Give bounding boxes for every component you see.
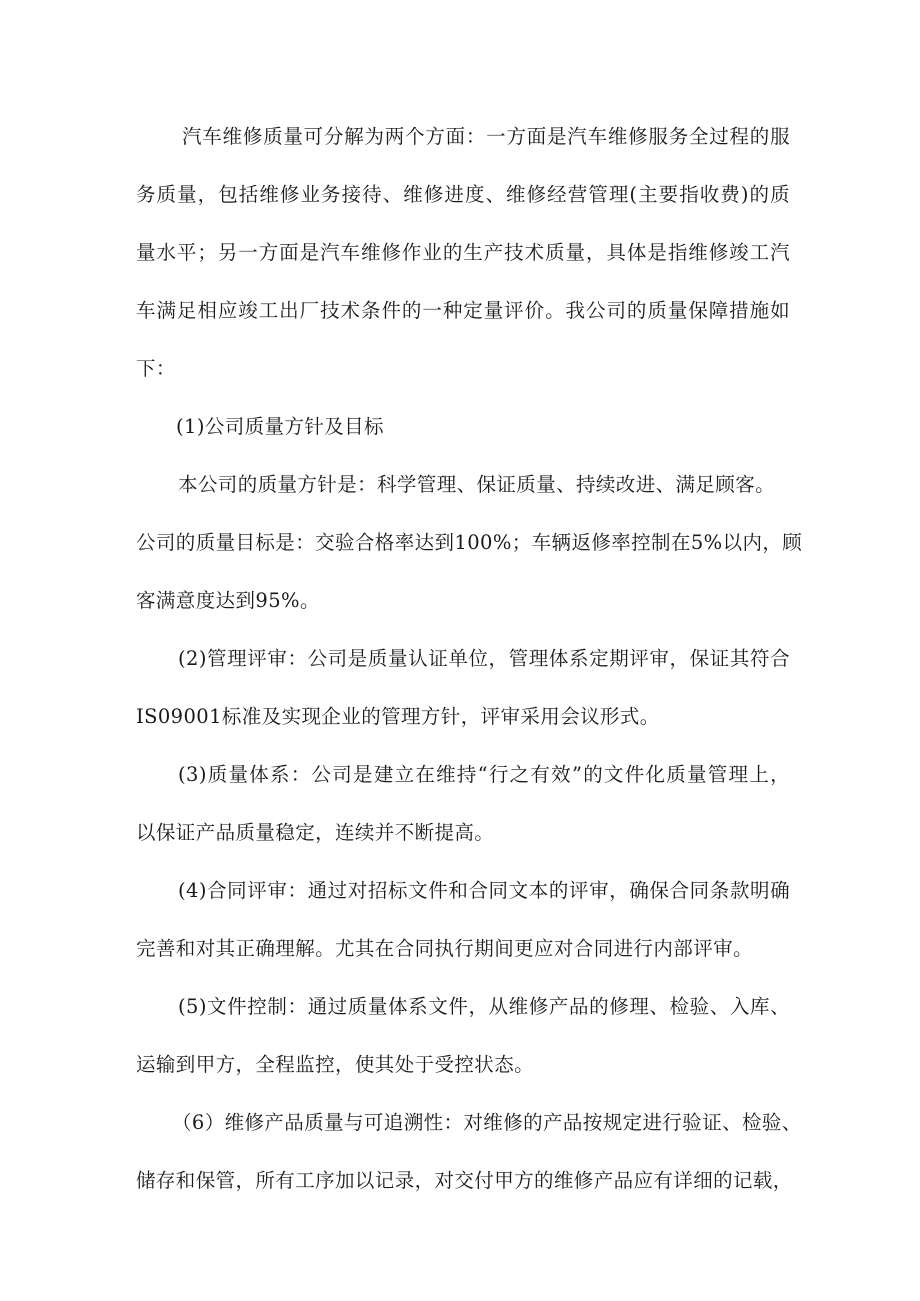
- paragraph-intro: [136, 108, 790, 398]
- text-line: IS09001标准及实现企业的管理方针，评审采用会议形式。: [136, 705, 660, 728]
- text-line: (3)质量体系：公司是建立在维持“行之有效”的文件化质量管理上，: [178, 763, 790, 786]
- text-line: （6）维修产品质量与可追溯性：对维修的产品按规定进行验证、检验、: [172, 1111, 802, 1134]
- paragraph-policy: [136, 456, 803, 630]
- text-line: 下：: [136, 357, 176, 380]
- section-heading-1: [136, 398, 790, 456]
- paragraph-item-3: [136, 746, 790, 862]
- text-line: 车满足相应竣工出厂技术条件的一种定量评价。我公司的质量保障措施如: [136, 299, 790, 322]
- text-line: 本公司的质量方针是：科学管理、保证质量、持续改进、满足顾客。: [178, 473, 776, 496]
- document-page: [136, 108, 803, 1210]
- paragraph-item-5: [136, 978, 790, 1094]
- text-line: 完善和对其正确理解。尤其在合同执行期间更应对合同进行内部评审。: [136, 937, 753, 960]
- text-line: 运输到甲方，全程监控，使其处于受控状态。: [136, 1053, 535, 1076]
- text-line: (5)文件控制：通过质量体系文件，从维修产品的修理、检验、入库、: [178, 995, 790, 1018]
- paragraph-item-6: [136, 1094, 802, 1210]
- text-line: 储存和保管，所有工序加以记录，对交付甲方的维修产品应有详细的记载，: [136, 1169, 793, 1192]
- text-line: 量水平；另一方面是汽车维修作业的生产技术质量，具体是指维修竣工汽: [136, 241, 790, 264]
- text-line: 以保证产品质量稳定，连续并不断提高。: [136, 821, 495, 844]
- text-line: 汽车维修质量可分解为两个方面：一方面是汽车维修服务全过程的服: [182, 125, 790, 148]
- text-line: 公司的质量目标是：交验合格率达到100%；车辆返修率控制在5%以内，顾: [136, 531, 803, 554]
- heading-text: (1)公司质量方针及目标: [176, 415, 384, 438]
- text-line: 务质量，包括维修业务接待、维修进度、维修经营管理(主要指收费)的质: [136, 183, 790, 206]
- text-line: (2)管理评审：公司是质量认证单位，管理体系定期评审，保证其符合: [178, 647, 790, 670]
- paragraph-item-2: [136, 630, 790, 746]
- paragraph-item-4: [136, 862, 790, 978]
- text-line: (4)合同评审：通过对招标文件和合同文本的评审，确保合同条款明确: [178, 879, 790, 902]
- text-line: 客满意度达到95%。: [136, 589, 320, 612]
